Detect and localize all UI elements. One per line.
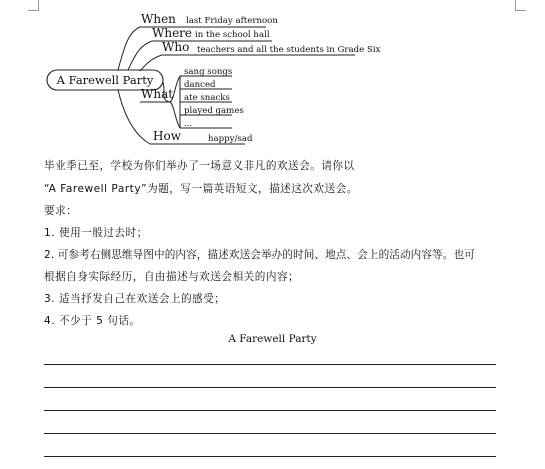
writing-line[interactable]: [44, 410, 496, 411]
requirement-item-continued: 根据自身实际经历，自由描述与欢送会相关的内容；: [44, 271, 300, 283]
requirement-item: 1. 使用一般过去时；: [44, 227, 148, 239]
mind-map-center-label: A Farewell Party: [56, 73, 154, 87]
requirement-item: 4. 不少于 5 句话。: [44, 315, 141, 327]
connector-where: [128, 41, 152, 70]
essay-title: A Farewell Party: [228, 333, 317, 345]
writing-line[interactable]: [44, 433, 496, 434]
mind-map: [0, 0, 545, 160]
connector-who: [140, 55, 162, 71]
what-item: sang songs: [184, 67, 233, 77]
connector-when: [118, 27, 140, 70]
prompt-line: 毕业季已至，学校为你们举办了一场意义非凡的欢送会。请你以: [44, 160, 355, 172]
requirement-item: 3. 适当抒发自己在欢送会上的感受；: [44, 293, 226, 305]
writing-line[interactable]: [44, 456, 496, 457]
branch-key-where: Where: [152, 26, 193, 40]
what-bracket-lower: [170, 102, 180, 128]
branch-value-when: last Friday afternoon: [186, 16, 278, 26]
branch-key-how: How: [153, 129, 181, 143]
requirements-heading: 要求：: [44, 205, 78, 217]
branch-value-how: happy/sad: [208, 134, 253, 144]
prompt-line: “A Farewell Party”为题，写一篇英语短文，描述这次欢送会。: [44, 183, 358, 195]
what-item: ...: [184, 119, 193, 129]
branch-value-who: teachers and all the students in Grade Six: [197, 45, 381, 55]
branch-key-what: What: [141, 87, 174, 101]
branch-key-when: When: [141, 12, 176, 26]
what-item: played games: [184, 106, 244, 116]
writing-line[interactable]: [44, 364, 496, 365]
branch-value-where: in the school hall: [195, 30, 270, 40]
branch-key-who: Who: [162, 40, 190, 54]
writing-line[interactable]: [44, 387, 496, 388]
what-item: danced: [184, 80, 216, 90]
requirement-item: 2. 可参考右侧思维导图中的内容，描述欢送会举办的时间、地点、会上的活动内容等。也可: [44, 249, 475, 261]
what-item: ate snacks: [184, 93, 230, 103]
